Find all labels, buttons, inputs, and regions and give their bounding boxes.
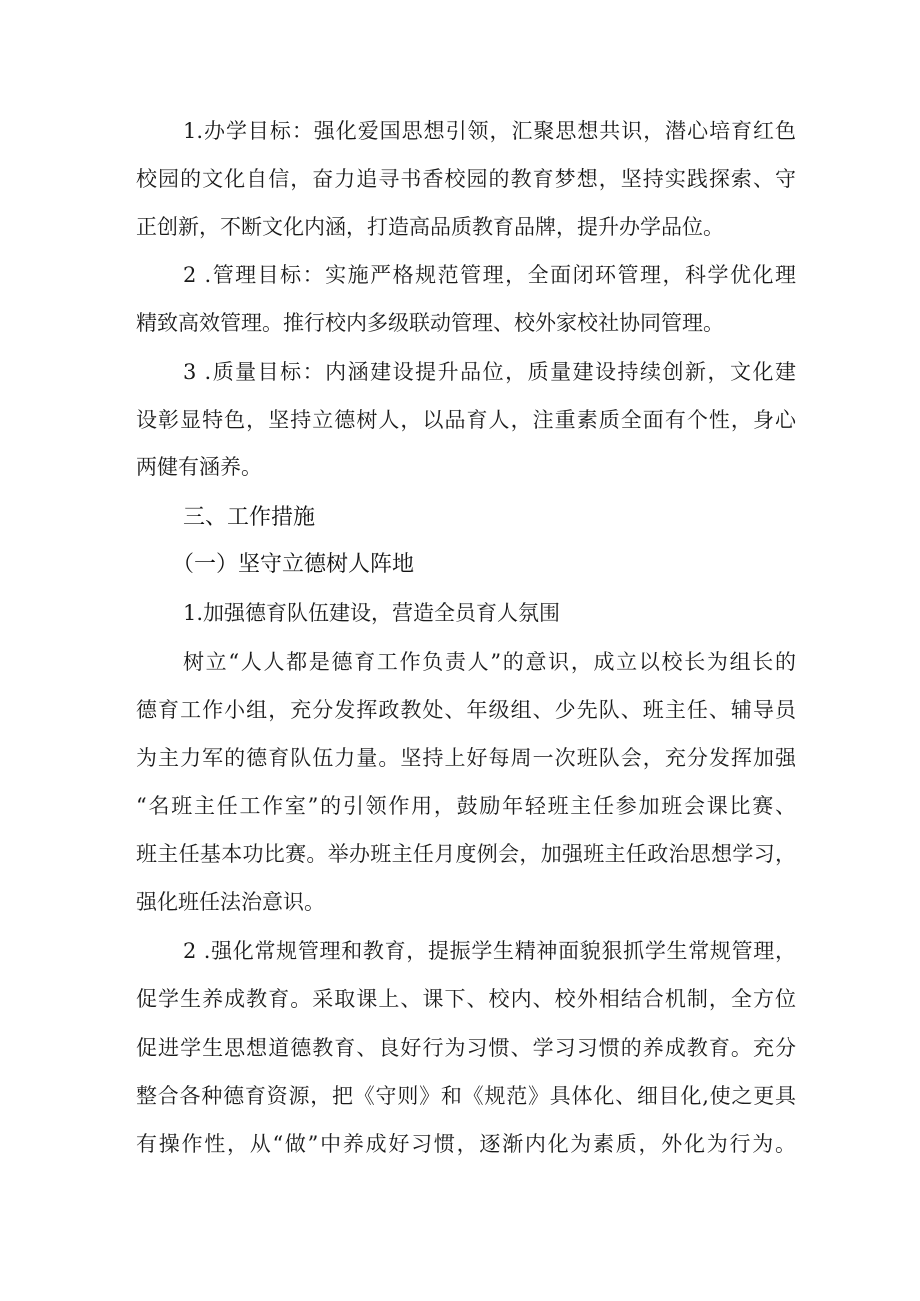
team-line-5: 班主任基本功比赛。举办班主任月度例会，加强班主任政治思想学习，: [136, 842, 796, 866]
goal-3-line-2: 设彰显特色，坚持立德树人，以品育人，注重素质全面有个性，身心: [136, 408, 796, 432]
goal-1-line-3: 正创新，不断文化内涵，打造高品质教育品牌，提升办学品位。: [136, 215, 724, 239]
routine-line-2: 促学生养成教育。采取课上、课下、校内、校外相结合机制，全方位: [136, 987, 796, 1011]
routine-line-3: 促进学生思想道德教育、良好行为习惯、学习习惯的养成教育。充分: [136, 1036, 796, 1060]
team-line-3: 为主力军的德育队伍力量。坚持上好每周一次班队会，充分发挥加强: [136, 746, 796, 770]
team-line-2: 德育工作小组，充分发挥政教处、年级组、少先队、班主任、辅导员: [136, 698, 796, 722]
routine-line-5: 有操作性，从“做”中养成好习惯，逐渐内化为素质，外化为行为。: [136, 1132, 796, 1156]
team-line-1: 树立“人人都是德育工作负责人”的意识，成立以校长为组长的: [183, 650, 796, 674]
item-title: 1.加强德育队伍建设，营造全员育人氛围: [183, 601, 561, 625]
goal-1-line-2: 校园的文化自信，奋力追寻书香校园的教育梦想，坚持实践探索、守: [136, 167, 796, 191]
goal-2-line-2: 精致高效管理。推行校内多级联动管理、校外家校社协同管理。: [136, 311, 724, 335]
goal-3-line-1: 3 .质量目标：内涵建设提升品位，质量建设持续创新，文化建: [183, 360, 796, 384]
subsection-heading: （一）坚守立德树人阵地: [172, 552, 415, 577]
team-line-6: 强化班任法治意识。: [136, 890, 325, 914]
goal-2-line-1: 2 .管理目标：实施严格规范管理，全面闭环管理，科学优化理: [183, 263, 796, 287]
goal-3-line-3: 两健有涵养。: [136, 455, 262, 479]
section-heading: 三、工作措施: [183, 505, 316, 530]
goal-1-line-1: 1.办学目标：强化爱国思想引领，汇聚思想共识，潜心培育红色: [183, 119, 796, 143]
routine-line-4: 整合各种德育资源，把《守则》和《规范》具体化、细目化,使之更具: [136, 1084, 796, 1108]
routine-line-1: 2 .强化常规管理和教育，提振学生精神面貌狠抓学生常规管理，: [183, 939, 796, 963]
team-line-4: “名班主任工作室”的引领作用，鼓励年轻班主任参加班会课比赛、: [136, 794, 796, 818]
